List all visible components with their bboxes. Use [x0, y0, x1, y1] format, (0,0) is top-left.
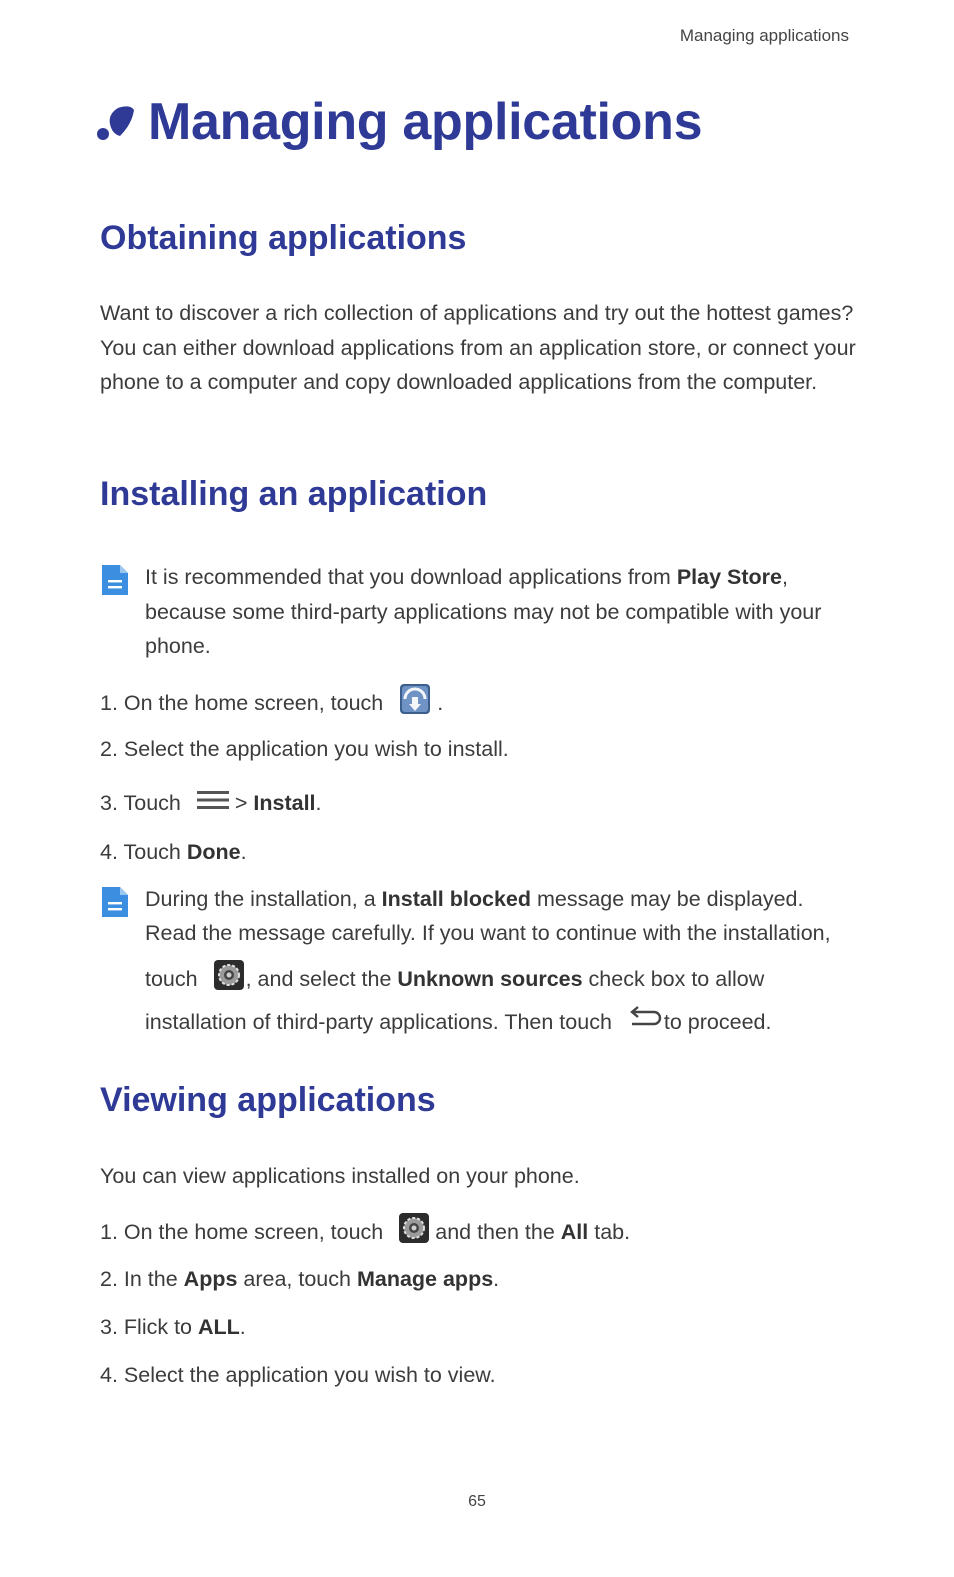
- chapter-bullet-icon: [94, 100, 138, 144]
- done-label: Done: [186, 840, 241, 864]
- section-heading-installing: Installing an application: [100, 475, 488, 513]
- manage-apps-label: Manage apps: [356, 1267, 494, 1291]
- viewing-intro: You can view applications installed on your phone.: [100, 1164, 580, 1188]
- view-step-1-end: tab.: [588, 1219, 631, 1244]
- note2-l4-pre: installation of third-party applications. Then touch: [145, 1010, 612, 1034]
- install-step-4-pre: 4. Touch: [100, 840, 187, 864]
- running-header: Managing applications: [679, 26, 849, 45]
- install-blocked-label: Install blocked: [381, 887, 531, 911]
- note1-text-pre: It is recommended that you download applications from: [145, 565, 677, 589]
- settings-icon: [214, 960, 244, 1001]
- note2-l3-mid: , and select the: [245, 966, 398, 991]
- note2-l3-post: check box to allow: [582, 966, 765, 991]
- menu-icon: [197, 787, 229, 822]
- note1-text-post: , because some third-party applications may not be compatible with your phone.: [145, 565, 822, 658]
- install-step-4: [100, 835, 247, 870]
- install-step-3-post: .: [315, 791, 322, 815]
- install-step-3-pre: 3. Touch: [100, 791, 181, 815]
- install-step-3-mid: >: [234, 791, 254, 815]
- view-step-2: [100, 1262, 499, 1297]
- unknown-sources-label: Unknown sources: [397, 966, 583, 991]
- all-tab-label: All: [560, 1219, 589, 1244]
- note2-l1-pre: During the installation, a: [145, 887, 382, 911]
- view-step-2-pre: 2. In the: [100, 1267, 184, 1291]
- view-step-2-mid: area, touch: [237, 1267, 357, 1291]
- all-label: ALL: [197, 1315, 240, 1339]
- install-step-1-post: .: [437, 690, 444, 715]
- install-note-2-line-3: [145, 960, 764, 1001]
- obtaining-body: Want to discover a rich collection of applications and try out the hottest games? You can either download applications from an application store, or connect your phone to a computer and copy downloaded applications from the computer.: [100, 301, 856, 394]
- install-note-1: [145, 560, 860, 664]
- note-icon: [100, 885, 130, 924]
- page-number: 65: [468, 1493, 486, 1510]
- install-label: Install: [253, 791, 316, 815]
- install-note-2-line-4: [145, 1005, 771, 1041]
- view-step-4: 4. Select the application you wish to view.: [100, 1363, 496, 1387]
- view-step-1: [100, 1213, 630, 1254]
- view-step-1-post: and then the: [435, 1219, 561, 1244]
- app-installer-icon: [399, 683, 431, 726]
- note2-l3-pre: touch: [145, 966, 198, 991]
- view-step-3-post: .: [239, 1315, 246, 1339]
- view-step-1-pre: 1. On the home screen, touch: [100, 1219, 384, 1244]
- note-icon: [100, 563, 130, 602]
- apps-label: Apps: [183, 1267, 238, 1291]
- note2-l4-post: to proceed.: [663, 1010, 772, 1034]
- section-heading-obtaining: Obtaining applications: [100, 219, 467, 257]
- note2-l1-post: message may be displayed.: [531, 887, 804, 911]
- install-step-3: [100, 786, 322, 822]
- install-step-1: [100, 683, 443, 726]
- install-step-4-post: .: [240, 840, 247, 864]
- install-note-2-line-1: [145, 882, 803, 917]
- chapter-title: Managing applications: [148, 93, 703, 151]
- install-step-2: 2. Select the application you wish to install.: [100, 737, 509, 761]
- install-step-1-pre: 1. On the home screen, touch: [100, 690, 384, 715]
- chapter-title-block: [94, 92, 702, 152]
- section-heading-viewing: Viewing applications: [100, 1081, 436, 1119]
- install-note-2-line-2: Read the message carefully. If you want to continue with the installation,: [145, 921, 831, 945]
- view-step-3-pre: 3. Flick to: [100, 1315, 198, 1339]
- settings-icon: [399, 1213, 429, 1254]
- back-icon: [626, 1006, 662, 1041]
- view-step-3: [100, 1310, 246, 1345]
- play-store-label: Play Store: [676, 565, 782, 589]
- view-step-2-post: .: [493, 1267, 500, 1291]
